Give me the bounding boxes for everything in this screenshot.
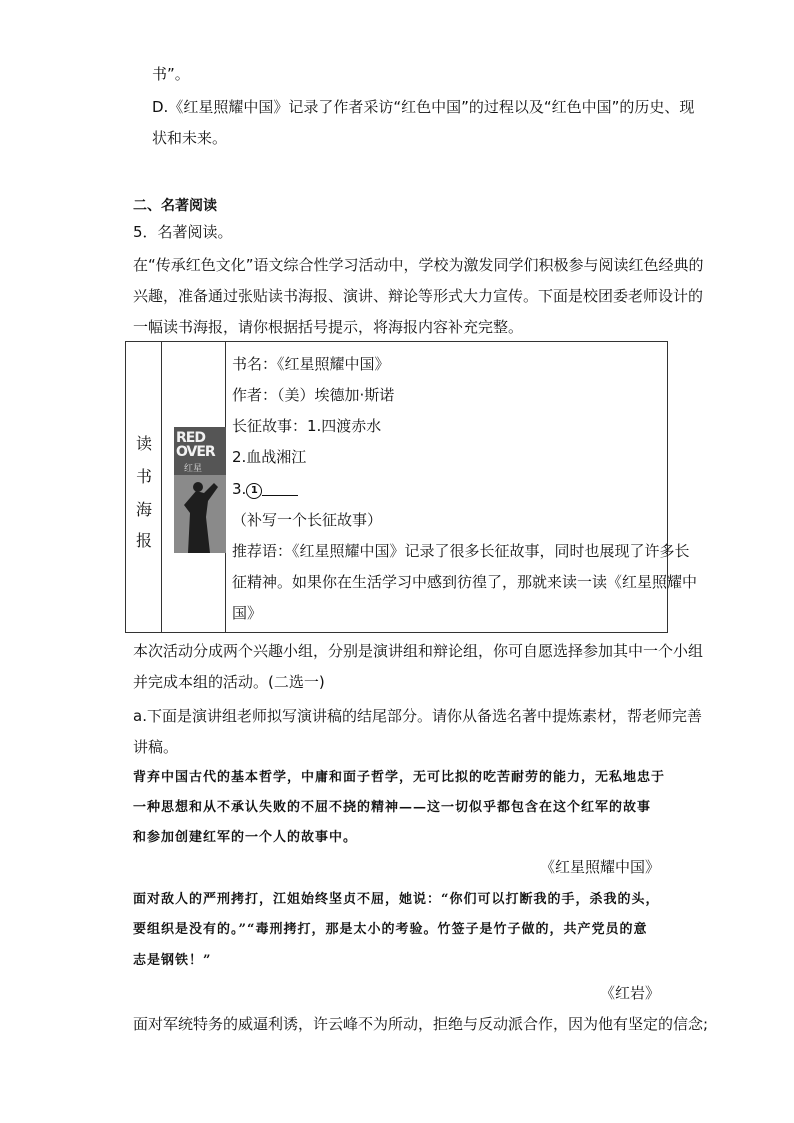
section-title: 二、名著阅读 [133,198,217,214]
poster-book-name: 书名：《红星照耀中国》 [232,355,390,373]
intro-line-1: 在“传承红色文化”语文综合性学习活动中，学校为激发同学们积极参与阅读红色经典的 [133,256,704,274]
cover-text: OVER [176,444,215,460]
cover-text: RED [176,430,205,446]
quote-1-line-2: 一种思想和从不承认失败的不屈不挠的精神——这一切似乎都包含在这个红军的故事 [133,800,652,815]
source-1: 《红星照耀中国》 [539,858,660,876]
poster-label-char: 海 [135,500,152,519]
story-3-prefix: 3. [232,480,247,498]
quote-2-line-3: 志是钢铁！” [133,953,212,968]
reading-poster-table [125,341,698,633]
poster-story-2: 2.血战湘江 [232,448,307,466]
quote-2-line-2: 要组织是没有的。”“毒刑拷打，那是太小的考验。竹签子是竹子做的，共产党员的意 [133,922,648,937]
blank-marker: 1 [246,483,262,499]
poster-story-1: 长征故事：1.四渡赤水 [232,417,382,435]
quote-1-line-3: 和参加创建红军的一个人的故事中。 [133,830,358,845]
poster-label-char: 读 [135,434,152,453]
activity-line-2: 并完成本组的活动。(二选一) [133,673,325,691]
poster-hint: （补写一个长征故事） [232,511,383,529]
poster-recommend-3: 国》 [232,604,263,622]
quote-2-line-1: 面对敌人的严刑拷打，江姐始终坚贞不屈，她说：“你们可以打断我的手，杀我的头， [133,892,660,907]
task-a-line-1: a.下面是演讲组老师拟写演讲稿的结尾部分。请你从备选名著中提炼素材，帮老师完善 [133,707,702,725]
question-number: 5．名著阅读。 [133,223,233,241]
poster-recommend-1: 推荐语：《红星照耀中国》记录了很多长征故事，同时也展现了许多长 [232,542,690,560]
poster-label-char: 报 [135,531,152,550]
option-d-line1: D.《红星照耀中国》记录了作者采访“红色中国”的过程以及“红色中国”的历史、现 [152,98,695,116]
source-2: 《红岩》 [599,984,660,1002]
fill-in-blank [262,481,298,496]
cover-text: 红星 [184,464,203,474]
poster-story-3 [232,479,298,499]
last-line: 面对军统特务的威逼利诱，许云峰不为所动，拒绝与反动派合作，因为他有坚定的信念; [133,1015,709,1033]
book-cover-image [174,427,226,553]
poster-label-char: 书 [135,467,152,486]
task-a-line-2: 讲稿。 [133,738,179,756]
poster-image-column [162,342,226,632]
poster-label-column [126,342,162,632]
quote-1-line-1: 背弃中国古代的基本哲学，中庸和面子哲学，无可比拟的吃苦耐劳的能力，无私地忠于 [133,770,666,785]
activity-line-1: 本次活动分成两个兴趣小组，分别是演讲组和辩论组，你可自愿选择参加其中一个小组 [133,642,704,660]
intro-line-3: 一幅读书海报，请你根据括号提示，将海报内容补充完整。 [133,318,524,336]
option-c-tail: 书”。 [152,65,190,83]
cover-figure-icon [174,427,226,553]
option-d-line2: 状和未来。 [152,129,228,147]
intro-line-2: 兴趣，准备通过张贴读书海报、演讲、辩论等形式大力宣传。下面是校团委老师设计的 [133,287,704,305]
poster-author: 作者：（美）埃德加·斯诺 [232,386,395,404]
poster-recommend-2: 征精神。如果你在生活学习中感到彷徨了，那就来读一读《红星照耀中 [232,573,698,591]
